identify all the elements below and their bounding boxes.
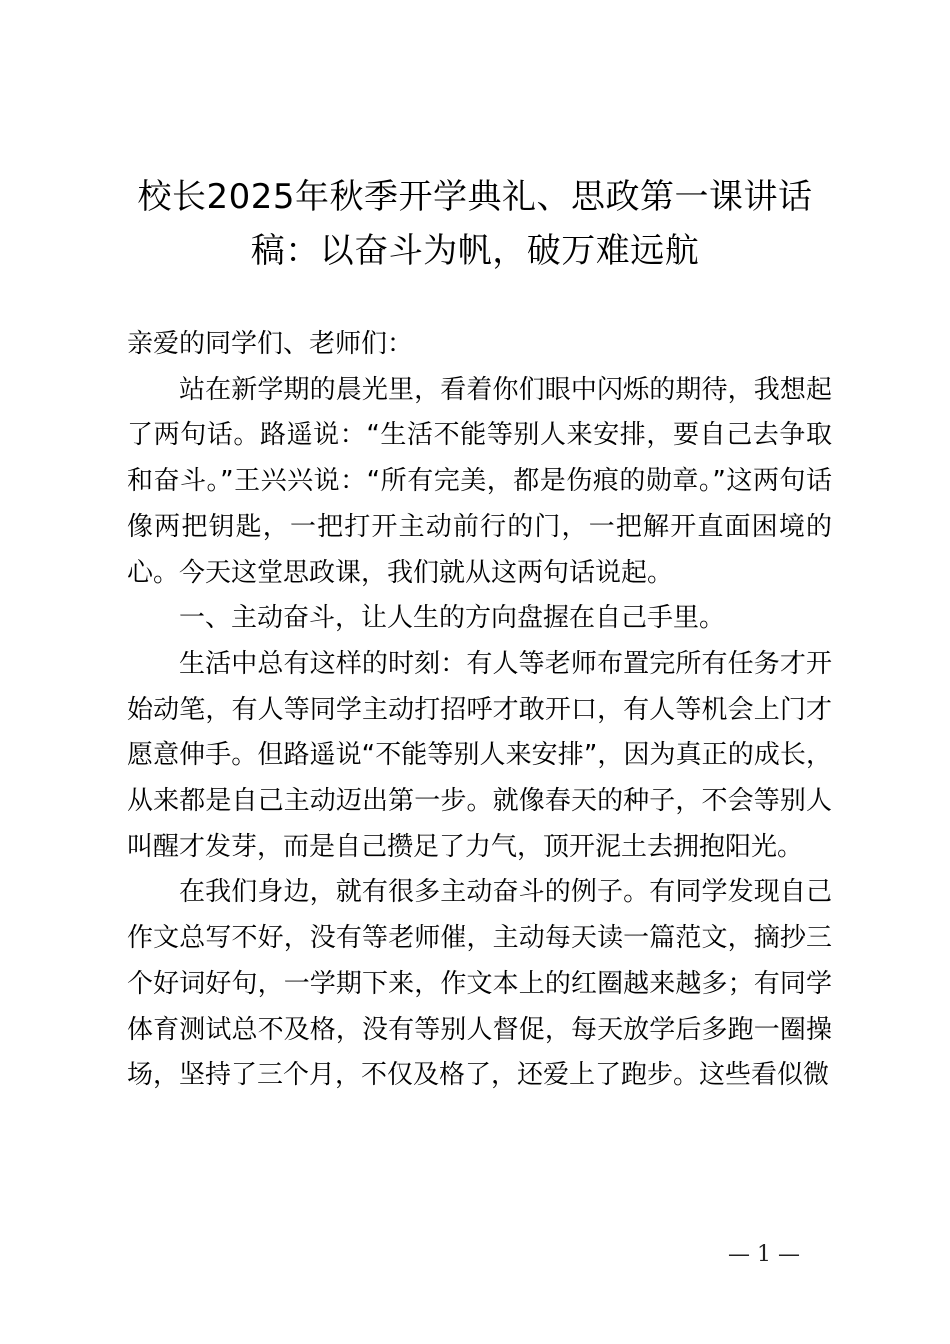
paragraph-examples: 在我们身边，就有很多主动奋斗的例子。有同学发现自己作文总写不好，没有等老师催，主动每天读一篇范文，摘抄三个好词好句，一学期下来，作文本上的红圈越来越多；有同学体育测试总不及格，没有等别人督促，每天放学后多跑一圈操场，坚持了三个月，不仅及格了，还爱上了跑步。这些看似微 [127,877,832,1091]
title-line-1: 校长2025年秋季开学典礼、思政第一课讲话 [137,177,813,217]
title-line-2: 稿：以奋斗为帆，破万难远航 [250,231,700,271]
paragraph-section-1: 生活中总有这样的时刻：有人等老师布置完所有任务才开始动笔，有人等同学主动打招呼才敢开口，有人等机会上门才愿意伸手。但路遥说“不能等别人来安排”，因为真正的成长，从来都是自己主动迈出第一步。就像春天的种子，不会等别人叫醒才发芽，而是自己攒足了力气，顶开泥土去拥抱阳光。 [127,648,832,862]
page-number: — 1 — [728,1242,800,1267]
paragraph-intro: 站在新学期的晨光里，看着你们眼中闪烁的期待，我想起了两句话。路遥说：“生活不能等别人来安排，要自己去争取和奋斗。”王兴兴说：“所有完美，都是伤痕的勋章。”这两句话像两把钥匙，一把打开主动前行的门，一把解开直面困境的心。今天这堂思政课，我们就从这两句话说起。 [127,374,832,588]
section-heading-1: 一、主动奋斗，让人生的方向盘握在自己手里。 [179,603,726,634]
page-title [120,170,830,278]
speech-body [127,322,832,1099]
salutation: 亲爱的同学们、老师们： [127,329,414,359]
